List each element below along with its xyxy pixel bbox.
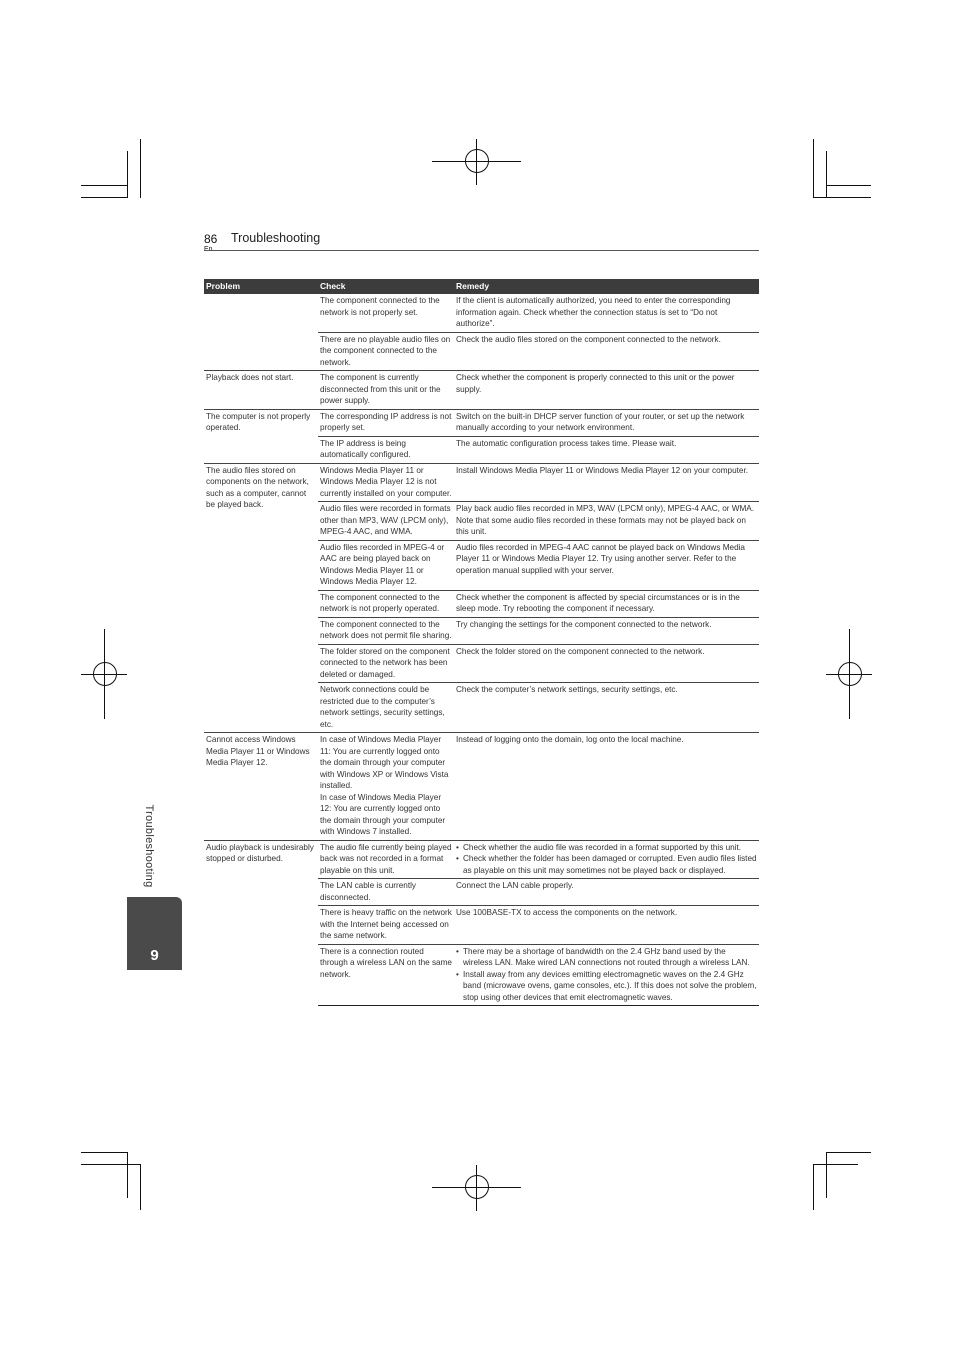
crop-mark — [81, 1164, 140, 1165]
remedy-cell: If the client is automatically authorized, you need to enter the corresponding information again. Check whether the connection status is set to “Do not authorize”. — [456, 296, 731, 328]
remedy-bullet-list — [456, 946, 757, 1004]
check-cell: The component is currently disconnected from this unit or the power supply. — [318, 371, 454, 410]
remedy-cell: Audio files recorded in MPEG-4 AAC cannot be played back on Windows Media Player 11 or Windows Media Player 12. Try using another server. Refer to the operation manual supplied with your server. — [454, 540, 759, 590]
crop-mark — [81, 1152, 128, 1153]
problem-cell: Cannot access Windows Media Player 11 or Windows Media Player 12. — [204, 733, 318, 841]
problem-cell: The audio files stored on components on the network, such as a computer, cannot be played back. — [204, 463, 318, 733]
column-header-check: Check — [318, 279, 454, 294]
remedy-cell: Instead of logging onto the domain, log onto the local machine. — [454, 733, 759, 841]
problem-cell: Audio playback is undesirably stopped or disturbed. — [204, 840, 318, 1006]
check-cell: There is heavy traffic on the network with the Internet being accessed on the same network. — [318, 906, 454, 945]
remedy-cell — [454, 944, 759, 1006]
remedy-bullet: • There may be a shortage of bandwidth on the 2.4 GHz band used by the wireless LAN. Make wired LAN connections not routed through a wireless LAN. — [456, 946, 757, 969]
problem-cell — [204, 294, 318, 371]
check-cell: The corresponding IP address is not properly set. — [318, 409, 454, 436]
remedy-bullet-list — [456, 842, 757, 877]
check-text: In case of Windows Media Player 12: You are currently logged onto the domain through your computer with Windows 7 installed. — [320, 792, 446, 836]
page-number: 86 — [204, 232, 218, 246]
check-text: In case of Windows Media Player 11: You are currently logged onto the domain through your computer with Windows XP or Windows Vista installed. — [320, 735, 449, 790]
check-cell: The folder stored on the component connected to the network has been deleted or damaged. — [318, 644, 454, 683]
side-section-label: Troubleshooting — [143, 804, 155, 888]
registration-mark — [838, 662, 862, 686]
check-cell: The component connected to the network is not properly operated. — [318, 590, 454, 617]
remedy-cell: Install Windows Media Player 11 or Windows Media Player 12 on your computer. — [454, 463, 759, 502]
check-cell: There is a connection routed through a wireless LAN on the same network. — [318, 944, 454, 1006]
remedy-bullet: • Check whether the audio file was recorded in a format supported by this unit. — [456, 842, 757, 854]
remedy-cell: Switch on the built-in DHCP server function of your router, or set up the network manually according to your network environment. — [454, 409, 759, 436]
table-header-row — [204, 279, 759, 294]
problem-cell: The computer is not properly operated. — [204, 409, 318, 463]
chapter-number: 9 — [150, 947, 159, 964]
check-cell: Windows Media Player 11 or Windows Media Player 12 is not currently installed on your computer. — [318, 463, 454, 502]
crop-mark — [826, 1152, 871, 1153]
table-row — [204, 840, 759, 879]
crop-mark — [826, 185, 871, 186]
remedy-cell — [454, 840, 759, 879]
check-cell: The LAN cable is currently disconnected. — [318, 879, 454, 906]
table-row — [204, 409, 759, 436]
crop-mark — [127, 1152, 128, 1198]
crop-mark — [813, 1164, 858, 1165]
crop-mark — [140, 1164, 141, 1210]
remedy-cell: Play back audio files recorded in MP3, WAV (LPCM only), MPEG-4 AAC, or WMA. Note that some audio files recorded in these formats may not be played back on this unit. — [454, 502, 759, 541]
check-cell: The audio file currently being played back was not recorded in a format playable on this unit. — [318, 840, 454, 879]
crop-mark — [81, 185, 128, 186]
remedy-bullet: • Install away from any devices emitting electromagnetic waves on the 2.4 GHz band (microwave ovens, game consoles, etc.). If this does not solve the problem, stop using other devices that emit electromagnetic waves. — [456, 969, 757, 1004]
table-row — [204, 463, 759, 502]
registration-mark — [465, 1175, 489, 1199]
crop-mark — [813, 1164, 814, 1210]
check-cell: The component connected to the network is not properly set. — [320, 296, 440, 317]
crop-mark — [826, 151, 827, 198]
remedy-cell: Check whether the component is properly connected to this unit or the power supply. — [454, 371, 759, 410]
crop-mark — [127, 151, 128, 198]
remedy-cell: Check the computer’s network settings, security settings, etc. — [454, 683, 759, 733]
column-header-problem: Problem — [204, 279, 318, 294]
remedy-cell: Connect the LAN cable properly. — [454, 879, 759, 906]
header-rule — [204, 250, 759, 251]
remedy-cell: Check whether the component is affected by special circumstances or is in the sleep mode. Try rebooting the component if necessary. — [454, 590, 759, 617]
section-title: Troubleshooting — [231, 231, 321, 245]
check-cell: There are no playable audio files on the component connected to the network. — [318, 332, 454, 371]
troubleshooting-table — [204, 279, 759, 1006]
check-cell: The IP address is being automatically configured. — [318, 436, 454, 463]
remedy-bullet: • Check whether the folder has been damaged or corrupted. Even audio files listed as playable on this unit may sometimes not be played back or displayed. — [456, 853, 757, 876]
remedy-cell: The automatic configuration process takes time. Please wait. — [454, 436, 759, 463]
check-cell: Audio files recorded in MPEG-4 or AAC are being played back on Windows Media Player 11 or Windows Media Player 12. — [318, 540, 454, 590]
problem-cell: Playback does not start. — [204, 371, 318, 410]
crop-mark — [813, 139, 814, 198]
chapter-tab — [127, 897, 182, 970]
table-row — [204, 294, 759, 332]
crop-mark — [81, 197, 128, 198]
check-cell: The component connected to the network does not permit file sharing. — [318, 617, 454, 644]
remedy-cell: Check the audio files stored on the component connected to the network. — [454, 332, 759, 371]
check-cell: Audio files were recorded in formats other than MP3, WAV (LPCM only), MPEG-4 AAC, and WMA. — [318, 502, 454, 541]
crop-mark — [140, 139, 141, 198]
crop-mark — [813, 197, 871, 198]
table-row — [204, 371, 759, 410]
column-header-remedy: Remedy — [454, 279, 759, 294]
check-cell — [318, 733, 454, 841]
remedy-cell: Try changing the settings for the component connected to the network. — [454, 617, 759, 644]
table-row — [204, 733, 759, 841]
check-cell: Network connections could be restricted due to the computer’s network settings, security settings, etc. — [318, 683, 454, 733]
registration-mark — [465, 149, 489, 173]
remedy-cell: Use 100BASE-TX to access the components on the network. — [454, 906, 759, 945]
registration-mark — [93, 662, 117, 686]
crop-mark — [826, 1152, 827, 1198]
remedy-cell: Check the folder stored on the component connected to the network. — [454, 644, 759, 683]
